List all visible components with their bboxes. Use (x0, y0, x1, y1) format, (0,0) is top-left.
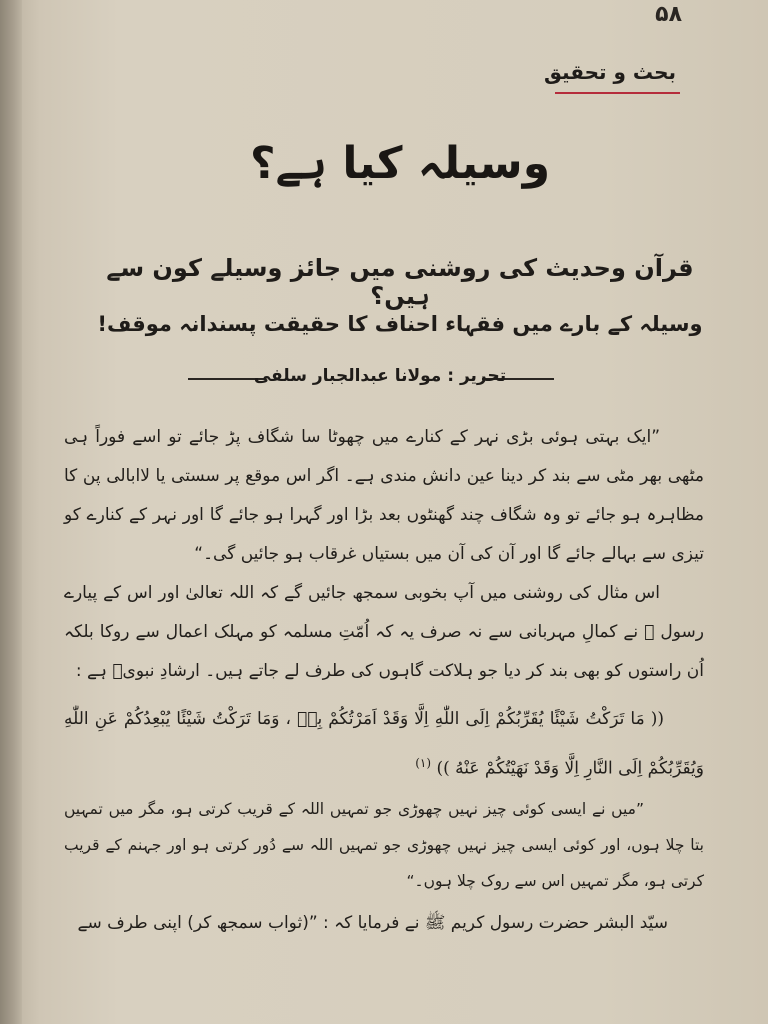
paragraph-closing: سیّد البشر حضرت رسول کریم ﷺ نے فرمایا کہ : ”(ثواب سمجھ کر) اپنی طرف سے (77, 912, 668, 933)
book-spine (0, 0, 22, 1024)
paragraph-explanation: اس مثال کی روشنی میں آپ بخوبی سمجھ جائیں گے کہ اللہ تعالیٰ اور اس کے پیارے رسول ﷺ نے کمالِ مہربانی سے نہ صرف یہ کہ اُمّتِ مسلمہ کو مہلک اعمال سے روکا بلکہ اُن راستوں کو بھی بند کر دیا جو ہلاکت گاہوں کی طرف لے جاتے ہیں۔ ارشادِ نبویؐ ہے : (64, 583, 704, 681)
hadith-text: (( مَا تَرَكْتُ شَيْئًا يُقَرِّبُكُمْ اِلَى اللّٰهِ اِلَّا وَقَدْ اَمَرْتُكُمْ بِهٖ ، وَمَا تَرَكْتُ شَيْئًا يُبْعِدُكُمْ عَنِ اللّٰهِ وَيُقَرِّبُكُمْ اِلَى النَّارِ اِلَّا وَقَدْ نَهَيْتُكُمْ عَنْهُ )) (64, 709, 704, 779)
author-byline: تحریر : مولانا عبدالجبار سلفی (253, 366, 507, 386)
paragraph-quote: ”ایک بہتی ہوئی بڑی نہر کے کنارے میں چھوٹا سا شگاف پڑ جائے تو اسے فوراً ہی مٹھی بھر مٹی سے بند کر دینا عین دانش مندی ہے۔ اگر اس موقع پر سستی یا لاابالی پن کا مظاہرہ ہو جائے تو وہ شگاف چند گھنٹوں بعد بڑا اور گہرا ہو جائے گا اور نہر کے کنارے کو تیزی سے بہالے جائے گا اور آن کی آن میں بستیاں غرقاب ہو جائیں گی۔“ (64, 427, 704, 564)
subtitle-2: وسیلہ کے بارے میں فقہاء احناف کا حقیقت پسندانہ موقف! (97, 312, 703, 336)
hadith-translation: ”میں نے ایسی کوئی چیز نہیں چھوڑی جو تمہیں اللہ کے قریب کرتی ہو، مگر میں تمہیں بتا چلا ہوں، اور کوئی ایسی چیز نہیں چھوڑی جو تمہیں اللہ سے دُور کرتی ہو اور جہنم کے قریب کرتی ہو، مگر تمہیں اس سے روک چلا ہوں۔“ (64, 799, 704, 890)
footnote-marker: (۱) (415, 756, 432, 770)
subtitle-1: قرآن وحدیث کی روشنی میں جائز وسیلے کون سے ہیں؟ (106, 254, 694, 310)
article-body (64, 418, 704, 943)
author-row (180, 366, 580, 396)
article-title: وسیلہ کیا ہے؟ (249, 138, 551, 189)
page-number: ۵۸ (655, 2, 682, 27)
section-label: بحث و تحقیق (544, 60, 676, 84)
hadith-arabic (64, 697, 704, 791)
section-underline (555, 92, 680, 94)
